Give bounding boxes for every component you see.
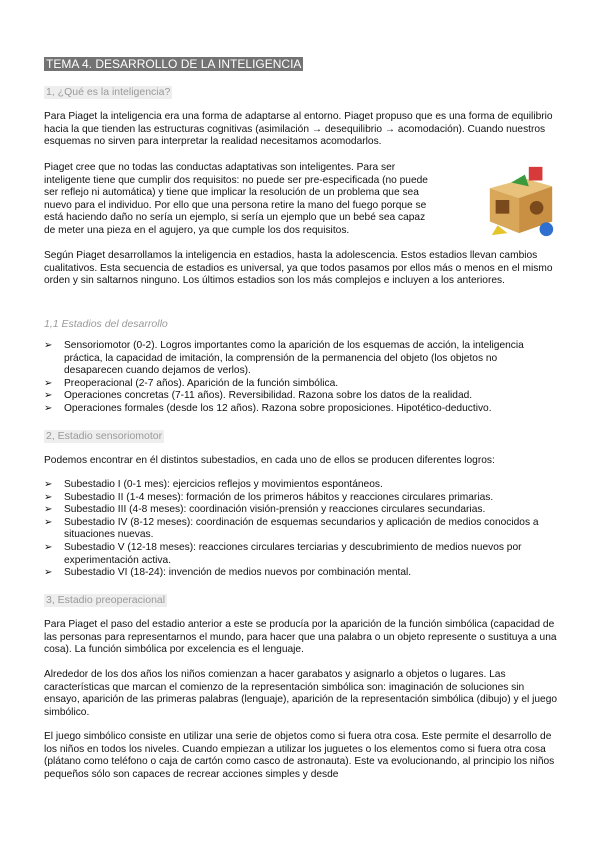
arrow-bullet-icon: ➢ [44,402,53,414]
list-item: ➢ Subestadio II (1-4 meses): formación de los primeros hábitos y reacciones circulares primarias. [44,491,494,503]
substages-list [44,479,558,580]
section-1-paragraph-2: Piaget cree que no todas las conductas adaptativas son inteligentes. Para ser inteligente tiene que cumplir dos requisitos: no puede ser pre-especificada (no puede ser reflejo ni automática) y tiene que implicar la resolución de un problema que sea nuevo para el individuo. Por ello que una persona retire la mano del fuego porque se está haciendo daño no sería un ejemplo, si sería un ejemplo que un bebé sea capaz de meter una pieza en el agujero, ya que cumple los dos requisitos. [44,162,428,236]
section-2-heading: 2, Estadio sensoriomotor [46,430,163,442]
section-1-heading: 1, ¿Qué es la inteligencia? [46,86,171,98]
shape-sorter-toy-icon [482,161,560,239]
arrow-bullet-icon: ➢ [44,491,53,503]
list-item: ➢ Subestadio VI (18-24): invención de medios nuevos por combinación mental. [44,567,412,579]
stages-list [44,340,558,416]
section-2-intro: Podemos encontrar en él distintos subestadios, en cada uno de ellos se producen diferentes logros: [44,455,495,466]
page-title: TEMA 4. DESARROLLO DE LA INTELIGENCIA [46,57,302,71]
arrow-bullet-icon: ➢ [44,516,53,528]
list-item: ➢ Subestadio III (4-8 meses): coordinación visión-prensión y reacciones circulares secundarias. [44,504,486,516]
arrow-bullet-icon: ➢ [44,340,53,351]
section-3-paragraph-2: Alrededor de los dos años los niños comienzan a hacer garabatos y asignarlo a objetos o lugares. Las características que marcan el comienzo de la representación simbólica son: imaginación de soluciones sin ensayo, aparición de las primeras palabras (lenguaje), aparición de la representación simbólica (dibujo) y el juego simbólico. [44,669,558,718]
arrow-bullet-icon: ➢ [44,479,53,490]
arrow-bullet-icon: ➢ [44,377,53,389]
arrow-bullet-icon: ➢ [44,390,53,402]
list-item: ➢ Subestadio V (12-18 meses): reacciones circulares terciarias y descubrimiento de medios nuevos por experimentación activa. [44,541,522,566]
section-1-paragraph-3: Según Piaget desarrollamos la inteligencia en estadios, hasta la adolescencia. Estos estadios llevan cambios cualitativos. Esta secuencia de estadios es universal, ya que todos pasamos por ellos más o menos en el mismo orden y sin saltarnos ninguno. Los últimos estadios son los más complejos e incluyen a los anteriores. [44,250,553,287]
list-item: ➢ Subestadio I (0-1 mes): ejercicios reflejos y movimientos espontáneos. [44,479,383,490]
list-item: ➢ Operaciones concretas (7-11 años). Reversibilidad. Razona sobre los datos de la realidad. [44,390,473,402]
section-1-paragraph-1: Para Piaget la inteligencia era una forma de adaptarse al entorno. Piaget propuso que es una forma de equilibrio hacia la que tienden las estructuras cognitivas (asimilación → desequilibrio → acomodación). Cuando nuestros esquemas no sirven para interpretar la realidad necesitamos acomodarlos. [44,111,553,148]
section-3-paragraph-1: Para Piaget el paso del estadio anterior a este se producía por la aparición de la función simbólica (capacidad de las personas para representarnos el mundo, para hacer que una palabra o un objeto represente o sustituya a una cosa). La función simbólica por excelencia es el lenguaje. [44,619,557,656]
arrow-bullet-icon: ➢ [44,567,53,579]
section-1-1-heading: 1,1 Estadios del desarrollo [44,318,168,330]
list-item: ➢ Sensoriomotor (0-2). Logros importantes como la aparición de los esquemas de acción, la inteligencia práctica, la capacidad de imitación, la comprensión de la permanencia del objeto (los objetos no desaparecen cuando dejamos de verlos). [44,340,524,377]
section-3-paragraph-3: El juego simbólico consiste en utilizar una serie de objetos como si fuera otra cosa. Este permite el desarrollo de los niños en todos los niveles. Cuando empiezan a utilizar los juguetes o los elementos como si fuera otra cosa (plátano como teléfono o caja de cartón como casco de astronauta). Este va evolucionando, al principio los niños pequeños sólo son capaces de recrear acciones simples y desde [44,731,555,780]
list-item: ➢ Subestadio IV (8-12 meses): coordinación de esquemas secundarios y aplicación de medios conocidos a situaciones nuevas. [44,516,539,541]
arrow-bullet-icon: ➢ [44,504,53,516]
list-item: ➢ Operaciones formales (desde los 12 años). Razona sobre proposiciones. Hipotético-deductivo. [44,402,492,414]
arrow-bullet-icon: ➢ [44,541,53,553]
list-item: ➢ Preoperacional (2-7 años). Aparición de la función simbólica. [44,377,339,389]
section-3-heading: 3, Estadio preoperacional [46,594,166,606]
